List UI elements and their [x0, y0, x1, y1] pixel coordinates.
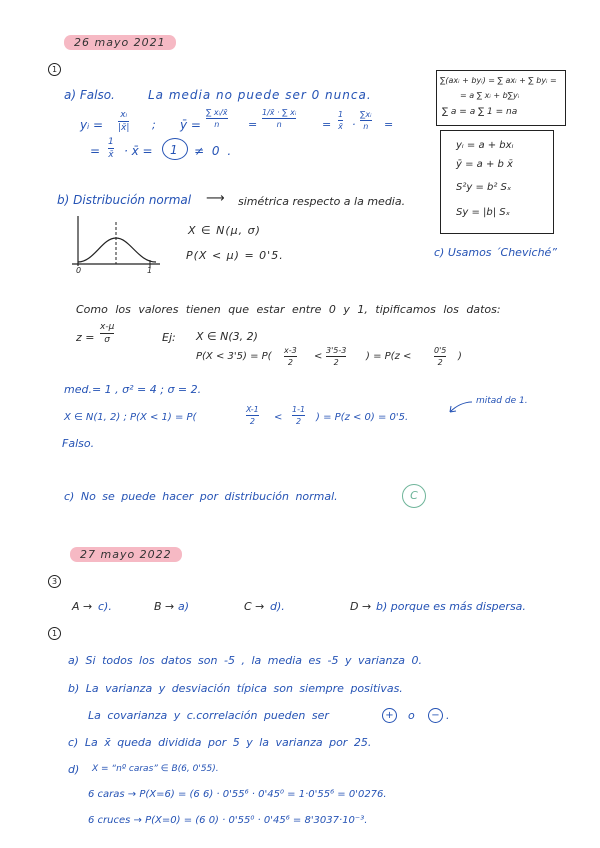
typify-sentence: Como los valores tienen que estar entre 0 y 1, tipificamos los datos:: [76, 303, 501, 316]
c-circle-mark: C: [402, 484, 426, 508]
lt-2: <: [274, 412, 283, 423]
prob-six-tails: 6 cruces → P(X=0) = (6 0) · 0'55⁰ · 0'45⁶ = 8'3037·10⁻³.: [88, 815, 368, 826]
graph-label-0: 0: [76, 266, 82, 275]
answer-a-label: A →: [72, 600, 93, 613]
eq-1: =: [248, 118, 258, 131]
plus-circle: +: [382, 708, 397, 723]
part-a-text: La media no puede ser 0 nunca.: [148, 88, 372, 102]
ybar-fraction-3: 1 x̄: [338, 110, 344, 131]
part-b-text: simétrica respecto a la media.: [238, 195, 406, 208]
answer-1b-line1: b) La varianza y desviación típica son siempre positivas.: [68, 682, 403, 695]
answer-1b-line2: La covarianza y c.correlación pueden ser: [88, 709, 329, 722]
line2-rest: · x̄ =: [124, 144, 153, 158]
line2-one: 1: [170, 143, 178, 157]
box1-line2: = a ∑ xᵢ + b∑yᵢ: [460, 91, 520, 100]
ybar-fraction-2: 1/x̄ · ∑ xᵢ n: [262, 108, 297, 129]
part-a-label: a) Falso.: [64, 88, 115, 102]
box2-line2: ȳ = a + b x̄: [456, 159, 513, 170]
date-2021: 26 mayo 2021: [64, 35, 176, 50]
p-x-less-mu: P(X < μ) = 0'5.: [186, 249, 284, 262]
answer-1c: c) La x̄ queda dividida por 5 y la varianza por 25.: [68, 736, 372, 749]
example-fraction-1: x-3 2: [284, 346, 297, 367]
example-label: Ej:: [162, 331, 176, 344]
example-fraction-2: 3'5-3 2: [326, 346, 347, 367]
prob-six-heads: 6 caras → P(X=6) = (6 6) · 0'55⁶ · 0'45⁰ = 1·0'55⁶ = 0'0276.: [88, 789, 387, 800]
ybar-eq: ȳ =: [180, 118, 201, 132]
question-number-1: 1: [48, 63, 61, 76]
example-lt: <: [314, 351, 323, 362]
chebyshev-note: c) Usamos ´Cheviché”: [434, 246, 558, 259]
line2-fraction: 1 x̄: [108, 137, 114, 160]
fraction-6: 1-1 2: [292, 405, 306, 426]
example-fraction-3: 0'5 2: [434, 346, 447, 367]
answer-b: a): [178, 600, 190, 613]
false-conclusion: Falso.: [62, 437, 95, 450]
dot: ·: [352, 118, 356, 131]
or-word: o: [408, 709, 415, 722]
b2-end: .: [446, 709, 450, 722]
answer-d: b) porque es más dispersa.: [376, 600, 526, 613]
mean-variance: med.= 1 , σ² = 4 ; σ = 2.: [64, 383, 202, 396]
answer-c: d).: [270, 600, 285, 613]
eq-2: =: [322, 118, 332, 131]
part-c-text: c) No se puede hacer por distribución normal.: [64, 490, 338, 503]
x-normal-2: X ∈ N(1, 2) ; P(X < 1) = P(: [64, 412, 197, 423]
z-fraction: x-μ σ: [100, 322, 115, 345]
x-normal: X ∈ N(μ, σ): [188, 224, 261, 237]
line2-neq: ≠ 0 .: [194, 144, 234, 158]
annotation-arrow: [446, 398, 476, 416]
binomial-definition: X = “nº caras” ∈ B(6, 0'55).: [92, 764, 219, 774]
answer-c-label: C →: [244, 600, 265, 613]
z-eq: z =: [76, 331, 95, 344]
line2-eq: =: [90, 144, 101, 158]
example-mid: ) = P(z <: [366, 351, 412, 362]
ybar-fraction-4: ∑xᵢ n: [360, 110, 372, 131]
minus-circle: −: [428, 708, 443, 723]
separator: ;: [152, 118, 156, 131]
box1-line1: ∑(axᵢ + byᵢ) = ∑ axᵢ + ∑ byᵢ =: [440, 76, 557, 85]
fraction-5: X-1 2: [246, 405, 259, 426]
date-2022: 27 mayo 2022: [70, 547, 182, 562]
answer-1a: a) Si todos los datos son -5 , la media es -5 y varianza 0.: [68, 654, 423, 667]
eq-3: =: [384, 118, 394, 131]
arrow: ⟶: [206, 191, 225, 206]
graph-label-1: 1: [147, 266, 153, 275]
box1-line3: ∑ a = a ∑ 1 = na: [442, 107, 518, 117]
yi-eq: yᵢ =: [80, 118, 104, 132]
example-end: ): [458, 351, 462, 362]
question-number-1-2022: 1: [48, 627, 61, 640]
question-number-3: 3: [48, 575, 61, 588]
yi-fraction: xᵢ |x̄|: [118, 110, 130, 133]
box2-line1: yᵢ = a + bxᵢ: [456, 140, 514, 151]
answer-b-label: B →: [154, 600, 175, 613]
part-b-label: b) Distribución normal: [57, 193, 192, 207]
example-normal: X ∈ N(3, 2): [196, 330, 258, 343]
ybar-fraction-1: ∑ xᵢ/x̄ n: [206, 108, 228, 129]
answer-d-label: D →: [350, 600, 372, 613]
box2-line3: S²y = b² Sₓ: [456, 182, 512, 193]
answer-1d-label: d): [68, 763, 80, 776]
result-2: ) = P(z < 0) = 0'5.: [316, 412, 409, 423]
box2-line4: Sy = |b| Sₓ: [456, 207, 511, 218]
example-prob: P(X < 3'5) = P(: [196, 351, 272, 362]
half-note: mitad de 1.: [476, 396, 528, 406]
answer-a: c).: [98, 600, 112, 613]
